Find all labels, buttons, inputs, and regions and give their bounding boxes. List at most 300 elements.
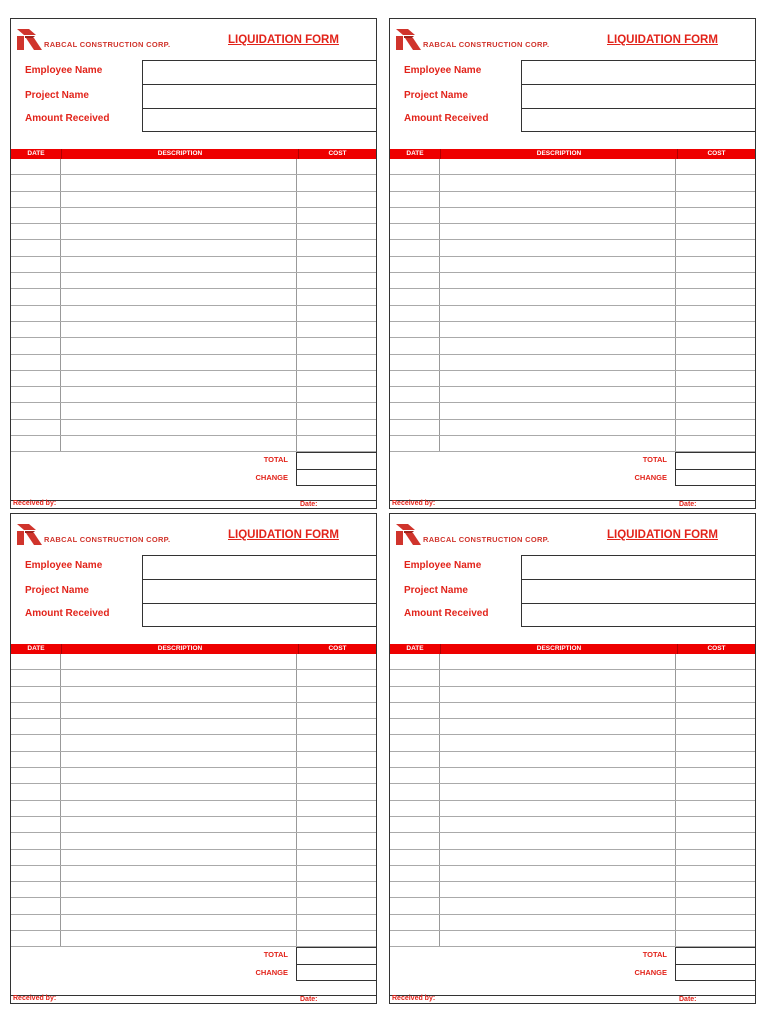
- desc-cell[interactable]: [61, 882, 297, 897]
- date-cell[interactable]: [11, 850, 61, 865]
- cost-cell[interactable]: [676, 192, 755, 207]
- table-row: [11, 882, 376, 898]
- table-row: [390, 240, 755, 256]
- desc-cell[interactable]: [61, 192, 297, 207]
- date-cell[interactable]: [390, 817, 440, 832]
- date-cell[interactable]: [390, 833, 440, 848]
- date-cell[interactable]: [390, 355, 440, 370]
- cost-cell[interactable]: [297, 703, 376, 718]
- desc-cell[interactable]: [61, 784, 297, 799]
- cost-cell[interactable]: [297, 833, 376, 848]
- cost-cell[interactable]: [676, 224, 755, 239]
- table-row: [390, 338, 755, 354]
- cost-cell[interactable]: [297, 882, 376, 897]
- date-cell[interactable]: [11, 833, 61, 848]
- cost-cell[interactable]: [297, 784, 376, 799]
- table-header: [390, 644, 755, 654]
- date-cell[interactable]: [390, 306, 440, 321]
- date-cell[interactable]: [390, 371, 440, 386]
- expense-rows: [11, 654, 376, 948]
- date-cell[interactable]: [11, 898, 61, 913]
- table-row: [11, 735, 376, 751]
- expense-rows: [390, 159, 755, 453]
- cost-cell[interactable]: [676, 735, 755, 750]
- date-cell[interactable]: [11, 192, 61, 207]
- desc-cell[interactable]: [61, 866, 297, 881]
- desc-cell[interactable]: [440, 420, 676, 435]
- desc-cell[interactable]: [61, 289, 297, 304]
- change-label: CHANGE: [255, 473, 288, 482]
- cost-cell[interactable]: [297, 898, 376, 913]
- cost-cell[interactable]: [676, 670, 755, 685]
- change-field[interactable]: [297, 965, 376, 981]
- date-cell[interactable]: [11, 387, 61, 402]
- table-row: [11, 273, 376, 289]
- cost-cell[interactable]: [676, 768, 755, 783]
- desc-cell[interactable]: [440, 703, 676, 718]
- table-row: [390, 192, 755, 208]
- cost-cell[interactable]: [297, 670, 376, 685]
- table-row: [390, 882, 755, 898]
- date-cell[interactable]: [11, 306, 61, 321]
- desc-cell[interactable]: [440, 192, 676, 207]
- date-cell[interactable]: [11, 719, 61, 734]
- date-cell[interactable]: [11, 175, 61, 190]
- cost-cell[interactable]: [297, 420, 376, 435]
- desc-cell[interactable]: [61, 768, 297, 783]
- desc-cell[interactable]: [440, 833, 676, 848]
- date-cell[interactable]: [390, 240, 440, 255]
- desc-cell[interactable]: [440, 752, 676, 767]
- project-name-field[interactable]: [143, 85, 376, 109]
- desc-cell[interactable]: [61, 371, 297, 386]
- table-row: [11, 257, 376, 273]
- change-field[interactable]: [297, 470, 376, 486]
- change-label: CHANGE: [634, 968, 667, 977]
- desc-cell[interactable]: [61, 752, 297, 767]
- desc-cell[interactable]: [440, 670, 676, 685]
- date-cell[interactable]: [11, 338, 61, 353]
- date-cell[interactable]: [11, 289, 61, 304]
- desc-cell[interactable]: [61, 306, 297, 321]
- cost-cell[interactable]: [676, 833, 755, 848]
- desc-cell[interactable]: [440, 915, 676, 930]
- cost-cell[interactable]: [297, 752, 376, 767]
- cost-cell[interactable]: [676, 159, 755, 174]
- table-row: [11, 403, 376, 419]
- date-cell[interactable]: [390, 338, 440, 353]
- desc-cell[interactable]: [61, 801, 297, 816]
- desc-cell[interactable]: [440, 208, 676, 223]
- date-cell[interactable]: [390, 719, 440, 734]
- table-row: [11, 768, 376, 784]
- date-cell[interactable]: [390, 192, 440, 207]
- date-cell[interactable]: [11, 436, 61, 451]
- cost-cell[interactable]: [676, 355, 755, 370]
- date-cell[interactable]: [390, 322, 440, 337]
- total-field[interactable]: [676, 453, 755, 470]
- column-header-date: DATE: [390, 149, 441, 159]
- project-name-field[interactable]: [522, 85, 755, 109]
- table-row: [11, 159, 376, 175]
- date-cell[interactable]: [390, 768, 440, 783]
- desc-cell[interactable]: [61, 670, 297, 685]
- employee-name-field[interactable]: [143, 61, 376, 85]
- date-cell[interactable]: [390, 273, 440, 288]
- table-row: [11, 289, 376, 305]
- date-cell[interactable]: [390, 784, 440, 799]
- cost-cell[interactable]: [297, 687, 376, 702]
- date-cell[interactable]: [390, 915, 440, 930]
- cost-cell[interactable]: [676, 371, 755, 386]
- desc-cell[interactable]: [440, 159, 676, 174]
- cost-cell[interactable]: [676, 420, 755, 435]
- date-cell[interactable]: [390, 403, 440, 418]
- desc-cell[interactable]: [440, 687, 676, 702]
- company-logo-icon: [16, 26, 43, 52]
- date-cell[interactable]: [11, 420, 61, 435]
- table-row: [390, 833, 755, 849]
- desc-cell[interactable]: [440, 719, 676, 734]
- amount-received-field[interactable]: [522, 109, 755, 133]
- desc-cell[interactable]: [61, 436, 297, 451]
- date-cell[interactable]: [11, 752, 61, 767]
- desc-cell[interactable]: [61, 931, 297, 946]
- cost-cell[interactable]: [676, 240, 755, 255]
- date-cell[interactable]: [390, 387, 440, 402]
- date-cell[interactable]: [11, 817, 61, 832]
- cost-cell[interactable]: [297, 355, 376, 370]
- date-label: Date:: [300, 501, 318, 508]
- desc-cell[interactable]: [440, 306, 676, 321]
- cost-cell[interactable]: [676, 387, 755, 402]
- project-name-label: Project Name: [25, 585, 89, 596]
- info-fields: [521, 555, 755, 627]
- desc-cell[interactable]: [61, 322, 297, 337]
- cost-cell[interactable]: [676, 322, 755, 337]
- desc-cell[interactable]: [61, 175, 297, 190]
- desc-cell[interactable]: [440, 175, 676, 190]
- date-cell[interactable]: [390, 159, 440, 174]
- total-field[interactable]: [676, 948, 755, 965]
- cost-cell[interactable]: [297, 338, 376, 353]
- cost-cell[interactable]: [676, 752, 755, 767]
- desc-cell[interactable]: [61, 833, 297, 848]
- date-cell[interactable]: [390, 420, 440, 435]
- desc-cell[interactable]: [440, 338, 676, 353]
- cost-cell[interactable]: [676, 915, 755, 930]
- date-cell[interactable]: [11, 882, 61, 897]
- cost-cell[interactable]: [297, 931, 376, 946]
- date-cell[interactable]: [11, 371, 61, 386]
- desc-cell[interactable]: [61, 687, 297, 702]
- desc-cell[interactable]: [440, 882, 676, 897]
- table-row: [390, 175, 755, 191]
- cost-cell[interactable]: [676, 850, 755, 865]
- cost-cell[interactable]: [297, 240, 376, 255]
- desc-cell[interactable]: [440, 257, 676, 272]
- desc-cell[interactable]: [440, 403, 676, 418]
- desc-cell[interactable]: [61, 387, 297, 402]
- table-row: [390, 850, 755, 866]
- table-row: [390, 801, 755, 817]
- date-cell[interactable]: [390, 687, 440, 702]
- cost-cell[interactable]: [297, 322, 376, 337]
- cost-cell[interactable]: [297, 768, 376, 783]
- cost-cell[interactable]: [297, 850, 376, 865]
- change-label: CHANGE: [634, 473, 667, 482]
- cost-cell[interactable]: [297, 735, 376, 750]
- cost-cell[interactable]: [297, 257, 376, 272]
- desc-cell[interactable]: [440, 866, 676, 881]
- date-cell[interactable]: [390, 224, 440, 239]
- totals-box: [296, 452, 376, 486]
- cost-cell[interactable]: [676, 817, 755, 832]
- date-cell[interactable]: [390, 931, 440, 946]
- cost-cell[interactable]: [297, 654, 376, 669]
- date-cell[interactable]: [11, 768, 61, 783]
- date-cell[interactable]: [390, 801, 440, 816]
- date-cell[interactable]: [11, 355, 61, 370]
- table-header: [390, 149, 755, 159]
- column-header-cost: COST: [328, 645, 347, 652]
- change-field[interactable]: [676, 965, 755, 981]
- date-cell[interactable]: [390, 898, 440, 913]
- date-cell[interactable]: [390, 866, 440, 881]
- cost-cell[interactable]: [297, 273, 376, 288]
- desc-cell[interactable]: [61, 850, 297, 865]
- cost-cell[interactable]: [676, 898, 755, 913]
- table-row: [390, 735, 755, 751]
- desc-cell[interactable]: [440, 850, 676, 865]
- project-name-label: Project Name: [25, 90, 89, 101]
- desc-cell[interactable]: [61, 654, 297, 669]
- date-cell[interactable]: [11, 322, 61, 337]
- expense-rows: [390, 654, 755, 948]
- date-cell[interactable]: [11, 703, 61, 718]
- cost-cell[interactable]: [676, 208, 755, 223]
- table-row: [11, 208, 376, 224]
- employee-name-field[interactable]: [522, 556, 755, 580]
- table-row: [11, 833, 376, 849]
- desc-cell[interactable]: [440, 931, 676, 946]
- desc-cell[interactable]: [440, 371, 676, 386]
- amount-received-field[interactable]: [143, 604, 376, 628]
- cost-cell[interactable]: [676, 338, 755, 353]
- cost-cell[interactable]: [676, 306, 755, 321]
- desc-cell[interactable]: [440, 654, 676, 669]
- desc-cell[interactable]: [440, 322, 676, 337]
- desc-cell[interactable]: [440, 817, 676, 832]
- liquidation-form: [389, 513, 756, 1004]
- cost-cell[interactable]: [676, 719, 755, 734]
- cost-cell[interactable]: [676, 882, 755, 897]
- desc-cell[interactable]: [61, 273, 297, 288]
- date-cell[interactable]: [390, 436, 440, 451]
- desc-cell[interactable]: [440, 784, 676, 799]
- cost-cell[interactable]: [676, 703, 755, 718]
- date-cell[interactable]: [390, 654, 440, 669]
- cost-cell[interactable]: [297, 159, 376, 174]
- table-row: [11, 654, 376, 670]
- date-cell[interactable]: [11, 915, 61, 930]
- cost-cell[interactable]: [676, 436, 755, 451]
- desc-cell[interactable]: [440, 436, 676, 451]
- date-cell[interactable]: [11, 784, 61, 799]
- desc-cell[interactable]: [61, 208, 297, 223]
- cost-cell[interactable]: [676, 931, 755, 946]
- cost-cell[interactable]: [297, 436, 376, 451]
- date-cell[interactable]: [11, 159, 61, 174]
- desc-cell[interactable]: [440, 387, 676, 402]
- date-cell[interactable]: [11, 931, 61, 946]
- desc-cell[interactable]: [440, 898, 676, 913]
- cost-cell[interactable]: [676, 866, 755, 881]
- total-label: TOTAL: [642, 455, 667, 464]
- column-header-description: DESCRIPTION: [441, 149, 678, 159]
- cost-cell[interactable]: [676, 273, 755, 288]
- desc-cell[interactable]: [61, 257, 297, 272]
- cost-cell[interactable]: [676, 403, 755, 418]
- date-cell[interactable]: [11, 687, 61, 702]
- desc-cell[interactable]: [61, 703, 297, 718]
- cost-cell[interactable]: [297, 289, 376, 304]
- desc-cell[interactable]: [61, 817, 297, 832]
- desc-cell[interactable]: [61, 719, 297, 734]
- company-name: RABCAL CONSTRUCTION CORP.: [423, 40, 550, 49]
- desc-cell[interactable]: [61, 240, 297, 255]
- total-field[interactable]: [297, 453, 376, 470]
- table-row: [390, 355, 755, 371]
- table-row: [11, 338, 376, 354]
- footer-divider: [11, 500, 376, 501]
- cost-cell[interactable]: [297, 866, 376, 881]
- table-row: [390, 159, 755, 175]
- column-header-cost: COST: [707, 645, 726, 652]
- desc-cell[interactable]: [440, 224, 676, 239]
- project-name-field[interactable]: [143, 580, 376, 604]
- cost-cell[interactable]: [297, 208, 376, 223]
- date-cell[interactable]: [390, 257, 440, 272]
- desc-cell[interactable]: [440, 735, 676, 750]
- cost-cell[interactable]: [297, 817, 376, 832]
- desc-cell[interactable]: [61, 735, 297, 750]
- desc-cell[interactable]: [61, 338, 297, 353]
- cost-cell[interactable]: [676, 289, 755, 304]
- date-cell[interactable]: [11, 257, 61, 272]
- cost-cell[interactable]: [676, 687, 755, 702]
- table-row: [390, 670, 755, 686]
- cost-cell[interactable]: [297, 915, 376, 930]
- desc-cell[interactable]: [61, 355, 297, 370]
- date-cell[interactable]: [390, 735, 440, 750]
- date-cell[interactable]: [11, 240, 61, 255]
- desc-cell[interactable]: [61, 420, 297, 435]
- cost-cell[interactable]: [297, 224, 376, 239]
- info-fields: [521, 60, 755, 132]
- cost-cell[interactable]: [297, 192, 376, 207]
- totals-box: [675, 452, 755, 486]
- date-cell[interactable]: [11, 670, 61, 685]
- table-row: [11, 817, 376, 833]
- table-row: [390, 654, 755, 670]
- desc-cell[interactable]: [440, 801, 676, 816]
- cost-cell[interactable]: [676, 257, 755, 272]
- totals-box: [675, 947, 755, 981]
- table-row: [11, 322, 376, 338]
- employee-name-field[interactable]: [143, 556, 376, 580]
- cost-cell[interactable]: [297, 403, 376, 418]
- desc-cell[interactable]: [61, 898, 297, 913]
- date-cell[interactable]: [11, 654, 61, 669]
- cost-cell[interactable]: [676, 801, 755, 816]
- cost-cell[interactable]: [297, 387, 376, 402]
- date-cell[interactable]: [11, 866, 61, 881]
- footer-divider: [390, 995, 755, 996]
- date-cell[interactable]: [11, 224, 61, 239]
- desc-cell[interactable]: [440, 355, 676, 370]
- cost-cell[interactable]: [297, 371, 376, 386]
- amount-received-field[interactable]: [522, 604, 755, 628]
- date-cell[interactable]: [390, 289, 440, 304]
- amount-received-field[interactable]: [143, 109, 376, 133]
- cost-cell[interactable]: [297, 306, 376, 321]
- date-cell[interactable]: [11, 403, 61, 418]
- amount-received-label: Amount Received: [25, 608, 110, 619]
- date-cell[interactable]: [11, 735, 61, 750]
- table-row: [390, 257, 755, 273]
- table-row: [11, 850, 376, 866]
- employee-name-field[interactable]: [522, 61, 755, 85]
- desc-cell[interactable]: [440, 273, 676, 288]
- date-cell[interactable]: [390, 882, 440, 897]
- desc-cell[interactable]: [440, 768, 676, 783]
- cost-cell[interactable]: [676, 175, 755, 190]
- project-name-field[interactable]: [522, 580, 755, 604]
- cost-cell[interactable]: [297, 719, 376, 734]
- desc-cell[interactable]: [61, 915, 297, 930]
- cost-cell[interactable]: [297, 801, 376, 816]
- table-row: [11, 306, 376, 322]
- table-row: [390, 306, 755, 322]
- table-row: [11, 801, 376, 817]
- date-cell[interactable]: [11, 208, 61, 223]
- desc-cell[interactable]: [61, 159, 297, 174]
- date-cell[interactable]: [390, 208, 440, 223]
- change-field[interactable]: [676, 470, 755, 486]
- desc-cell[interactable]: [440, 289, 676, 304]
- liquidation-form: [10, 513, 377, 1004]
- date-cell[interactable]: [390, 670, 440, 685]
- desc-cell[interactable]: [61, 224, 297, 239]
- cost-cell[interactable]: [297, 175, 376, 190]
- table-row: [11, 355, 376, 371]
- date-cell[interactable]: [11, 273, 61, 288]
- liquidation-form: [10, 18, 377, 509]
- date-cell[interactable]: [11, 801, 61, 816]
- total-field[interactable]: [297, 948, 376, 965]
- date-cell[interactable]: [390, 175, 440, 190]
- desc-cell[interactable]: [440, 240, 676, 255]
- cost-cell[interactable]: [676, 784, 755, 799]
- date-cell[interactable]: [390, 703, 440, 718]
- date-cell[interactable]: [390, 752, 440, 767]
- date-cell[interactable]: [390, 850, 440, 865]
- cost-cell[interactable]: [676, 654, 755, 669]
- desc-cell[interactable]: [61, 403, 297, 418]
- received-by-label: Received by:: [392, 995, 436, 1002]
- table-row: [11, 915, 376, 931]
